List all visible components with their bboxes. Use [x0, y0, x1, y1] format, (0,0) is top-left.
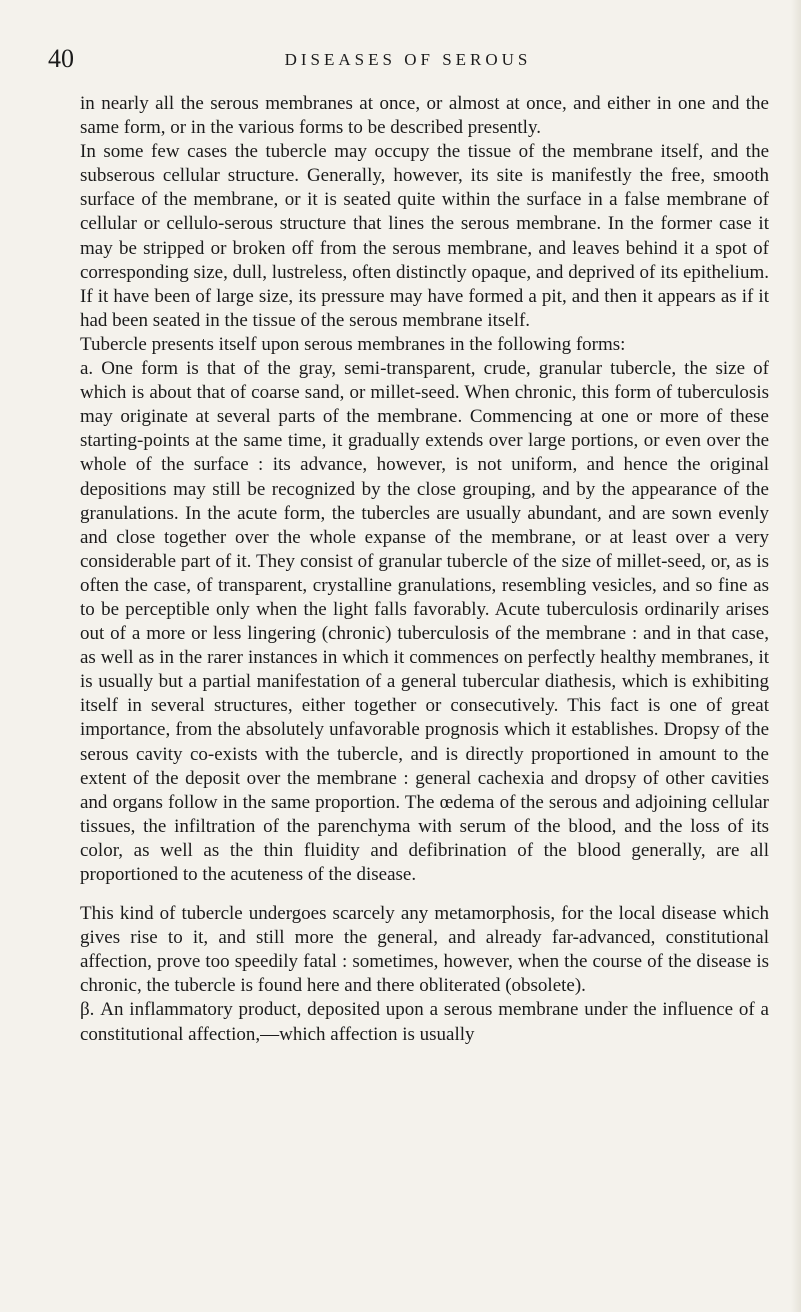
- paragraph-form-beta: β. An inflammatory product, deposited upon a serous membrane under the influence of a constitutional affection,—which affection is usually: [80, 999, 769, 1045]
- body-text: [80, 92, 769, 1047]
- page-header: [48, 44, 768, 74]
- running-head: DISEASES OF SEROUS: [284, 50, 532, 69]
- paragraph-forms-intro: Tubercle presents itself upon serous membranes in the following forms:: [80, 333, 626, 355]
- paragraph-continuation: in nearly all the serous membranes at once, or almost at once, and either in one and the same form, or in the various forms to be described presently.: [80, 93, 769, 139]
- paragraph-form-a: a. One form is that of the gray, semi-transparent, crude, granular tubercle, the size of which is about that of coarse sand, or millet-seed. When chronic, this form of tuberculosis may originate at several parts of the membrane. Commencing at one or more of these starting-points at the same time, it gradually extends over large portions, or even over the whole of the surface : its advance, however, is not uniform, and hence the original depositions may still be recognized by the close grouping, and by the appearance of the granulations. In the acute form, the tubercles are usually abundant, and are sown evenly and close together over the whole expanse of the membrane, or at least over a very considerable part of it. They consist of granular tubercle of the size of millet-seed, or, as is often the case, of transparent, crystalline granulations, resembling vesicles, and so fine as to be perceptible only when the light falls favorably. Acute tuberculosis ordinarily arises out of a more or less lingering (chronic) tuberculosis of the membrane : and in that case, as well as in the rarer instances in which it commences on perfectly healthy membranes, it is usually but a partial manifestation of a general tubercular diathesis, which is exhibiting itself in several structures, either together or consecutively. This fact is one of great importance, from the absolutely unfavorable prognosis which it establishes. Dropsy of the serous cavity co-exists with the tubercle, and is directly proportioned in amount to the extent of the deposit over the membrane : general cachexia and dropsy of other cavities and organs follow in the same proportion. The œdema of the serous and adjoining cellular tissues, the infiltration of the parenchyma with serum of the blood, and the loss of its color, as well as the thin fluidity and defibrination of the blood generally, are all proportioned to the acuteness of the disease.: [80, 358, 769, 885]
- paragraph-tubercle-site: In some few cases the tubercle may occupy the tissue of the membrane itself, and the subserous cellular structure. Generally, however, its site is manifestly the free, smooth surface of the membrane, or it is seated quite within the surface in a false membrane of cellular or cellulo-serous structure that lines the serous membrane. In the former case it may be stripped or broken off from the serous membrane, and leaves behind it a spot of corresponding size, dull, lustreless, often distinctly opaque, and deprived of its epithelium. If it have been of large size, its pressure may have formed a pit, and then it appears as if it had been seated in the tissue of the serous membrane itself.: [80, 141, 769, 331]
- paragraph-metamorphosis: This kind of tubercle undergoes scarcely any metamorphosis, for the local disease which gives rise to it, and still more the general, and already far-advanced, constitutional affection, prove too speedily fatal : sometimes, however, when the course of the disease is chronic, the tubercle is found here and there obliterated (obsolete).: [80, 903, 769, 997]
- page-edge-shadow: [791, 0, 801, 1312]
- page-number: 40: [48, 44, 74, 73]
